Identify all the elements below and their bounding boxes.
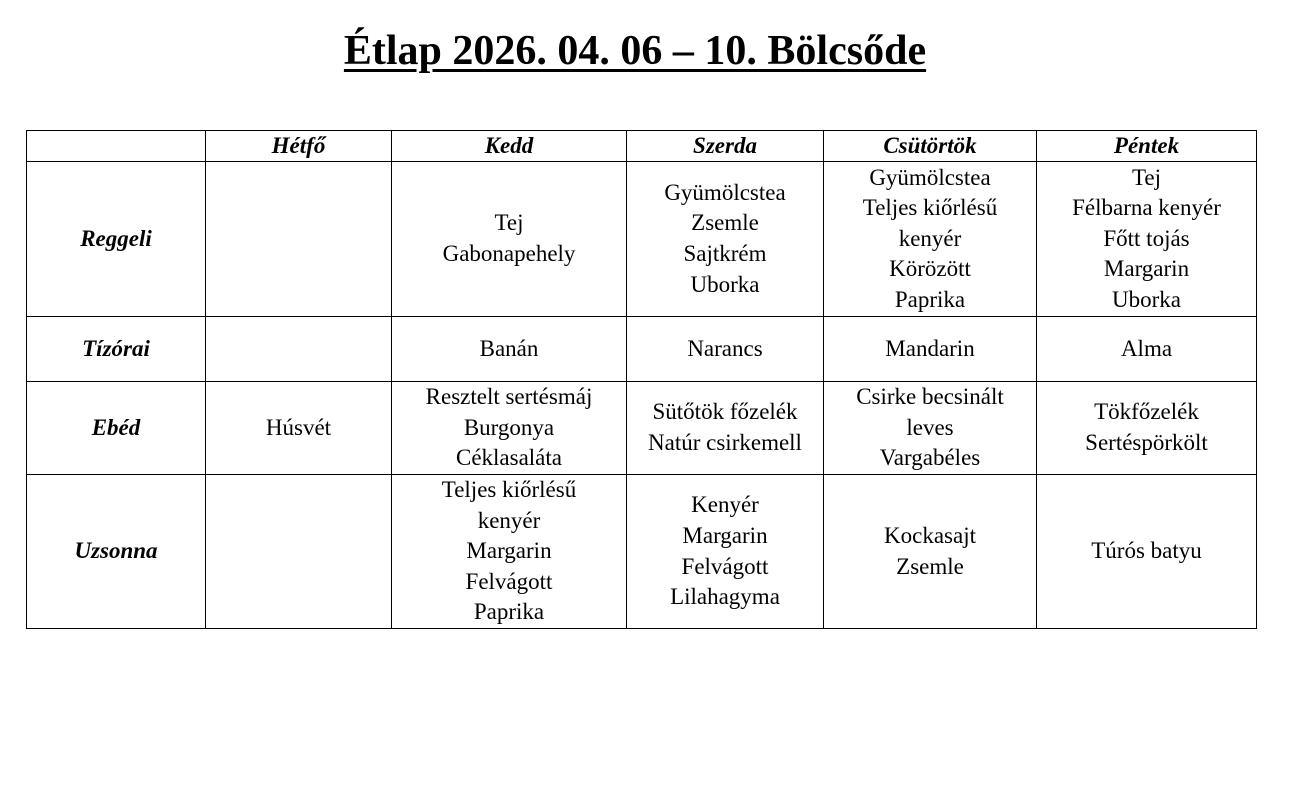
meal-row-morning-snack	[27, 317, 1257, 382]
day-header-friday: Péntek	[1037, 131, 1257, 162]
meal-row-lunch	[27, 382, 1257, 475]
menu-cell-morning-snack-monday	[206, 317, 392, 382]
day-header-wednesday: Szerda	[627, 131, 824, 162]
menu-cell-breakfast-tuesday: Tej Gabonapehely	[392, 162, 627, 317]
menu-cell-lunch-monday: Húsvét	[206, 382, 392, 475]
day-header-thursday: Csütörtök	[824, 131, 1037, 162]
menu-cell-morning-snack-friday: Alma	[1037, 317, 1257, 382]
menu-cell-morning-snack-tuesday: Banán	[392, 317, 627, 382]
menu-cell-afternoon-snack-monday	[206, 475, 392, 629]
meal-label-breakfast: Reggeli	[27, 162, 206, 317]
menu-cell-lunch-thursday: Csirke becsinált leves Vargabéles	[824, 382, 1037, 475]
menu-cell-lunch-tuesday: Resztelt sertésmáj Burgonya Céklasaláta	[392, 382, 627, 475]
meal-label-morning-snack: Tízórai	[27, 317, 206, 382]
menu-cell-breakfast-friday: Tej Félbarna kenyér Főtt tojás Margarin Uborka	[1037, 162, 1257, 317]
menu-cell-afternoon-snack-thursday: Kockasajt Zsemle	[824, 475, 1037, 629]
day-header-monday: Hétfő	[206, 131, 392, 162]
menu-cell-breakfast-wednesday: Gyümölcstea Zsemle Sajtkrém Uborka	[627, 162, 824, 317]
menu-cell-afternoon-snack-friday: Túrós batyu	[1037, 475, 1257, 629]
header-row	[27, 131, 1257, 162]
menu-cell-breakfast-monday	[206, 162, 392, 317]
menu-cell-breakfast-thursday: Gyümölcstea Teljes kiőrlésű kenyér Körözött Paprika	[824, 162, 1037, 317]
meal-label-afternoon-snack: Uzsonna	[27, 475, 206, 629]
page-title: Étlap 2026. 04. 06 – 10. Bölcsőde	[343, 28, 927, 74]
menu-cell-lunch-wednesday: Sütőtök főzelék Natúr csirkemell	[627, 382, 824, 475]
meal-label-lunch: Ebéd	[27, 382, 206, 475]
corner-cell	[27, 131, 206, 162]
menu-table	[26, 130, 1257, 629]
menu-cell-afternoon-snack-wednesday: Kenyér Margarin Felvágott Lilahagyma	[627, 475, 824, 629]
menu-cell-afternoon-snack-tuesday: Teljes kiőrlésű kenyér Margarin Felvágott Paprika	[392, 475, 627, 629]
menu-cell-lunch-friday: Tökfőzelék Sertéspörkölt	[1037, 382, 1257, 475]
day-header-tuesday: Kedd	[392, 131, 627, 162]
meal-row-afternoon-snack	[27, 475, 1257, 629]
meal-row-breakfast	[27, 162, 1257, 317]
menu-cell-morning-snack-thursday: Mandarin	[824, 317, 1037, 382]
menu-cell-morning-snack-wednesday: Narancs	[627, 317, 824, 382]
